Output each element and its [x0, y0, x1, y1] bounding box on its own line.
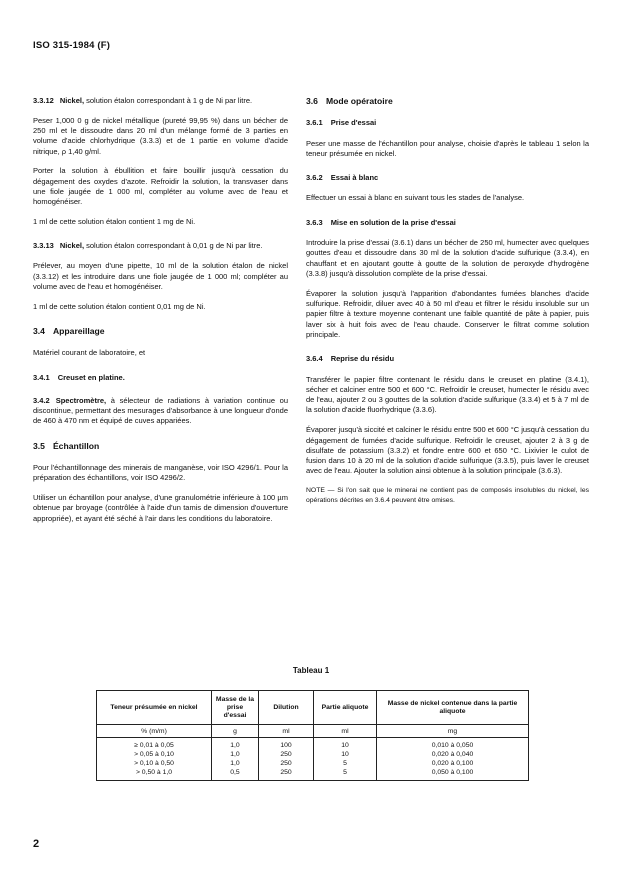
section-3-4-1 — [33, 373, 288, 383]
table-cell: 0,5 — [212, 768, 259, 781]
section-number: 3.6.1 — [306, 118, 323, 128]
section-text: à sélecteur de radiations à variation continue ou discontinue, permettant des mesurages d'absorbance à une longueur d'onde de 460 à 470 nm et équipé de cuves appariées. — [33, 395, 288, 426]
section-title: Échantillon — [52, 440, 100, 451]
section-3-3-13 — [33, 241, 288, 251]
data-table — [96, 690, 529, 781]
section-3-3-12 — [33, 96, 288, 106]
table-cell: 250 — [259, 759, 314, 768]
paragraph: Peser une masse de l'échantillon pour analyse, choisie d'après le tableau 1 selon la teneur présumée en nickel. — [306, 138, 589, 158]
table-cell: 100 — [259, 738, 314, 751]
paragraph: Prélever, au moyen d'une pipette, 10 ml de la solution étalon de nickel (3.3.12) et les introduire dans une fiole jaugée de 1 000 ml; compléter au volume avec de l'eau et homogénéiser. — [33, 261, 288, 291]
table-cell: 1,0 — [212, 750, 259, 759]
section-3-5-heading — [33, 441, 288, 451]
section-number: 3.4 — [33, 325, 45, 336]
section-3-4-2 — [33, 396, 288, 427]
section-number: 3.4.1 — [33, 372, 50, 382]
paragraph: Évaporer la solution jusqu'à l'apparition d'abondantes fumées blanches d'acide sulfurique. Refroidir, diluer avec 40 à 50 ml d'eau et filtrer le résidu insoluble sur un papier filtre à texture moyenne contenant une faible quantité de pâte à papier, puis laver six à huit fois avec de l'eau chaude. Conserver le filtrat comme solution principale. — [306, 288, 589, 339]
table-row — [97, 750, 529, 759]
section-title: Mode opératoire — [325, 96, 393, 106]
table-cell: 250 — [259, 750, 314, 759]
section-title: Nickel, — [59, 96, 85, 105]
unit-cell: % (m/m) — [97, 725, 212, 738]
paragraph: Pour l'échantillonnage des minerais de manganèse, voir ISO 4296/1. Pour la préparation des échantillons, voir ISO 4296/2. — [33, 463, 288, 483]
paragraph: 1 ml de cette solution étalon contient 0,01 mg de Ni. — [33, 301, 206, 311]
table-cell: 0,010 à 0,050 — [377, 738, 529, 751]
table-units-row — [97, 725, 529, 738]
table-cell: 250 — [259, 768, 314, 781]
page-number: 2 — [33, 838, 40, 850]
section-title: Appareillage — [52, 325, 105, 336]
section-number: 3.3.13 — [33, 241, 54, 251]
table-cell: 0,020 à 0,100 — [377, 759, 529, 768]
section-title: Reprise du résidu — [330, 354, 395, 364]
column-header: Dilution — [259, 691, 314, 725]
section-text: solution étalon correspondant à 1 g de Ni par litre. — [86, 96, 253, 105]
section-title: Mise en solution de la prise d'essai — [330, 217, 456, 227]
paragraph: Utiliser un échantillon pour analyse, d'une granulométrie inférieure à 100 µm obtenue par broyage (contrôlée à l'aide d'un tamis de dimension d'ouverture appropriée), et ayant été séché à l'air dans les conditions du laboratoire. — [33, 493, 288, 523]
unit-cell: ml — [314, 725, 377, 738]
table-row — [97, 738, 529, 751]
table-title: Tableau 1 — [292, 666, 330, 675]
table-cell: > 0,50 à 1,0 — [97, 768, 212, 781]
table-cell: ≥ 0,01 à 0,05 — [97, 738, 212, 751]
section-3-6-4-heading — [306, 354, 589, 364]
paragraph: Effectuer un essai à blanc en suivant tous les stades de l'analyse. — [306, 193, 525, 203]
section-title: Spectromètre, — [55, 395, 107, 405]
column-header: Partie aliquote — [314, 691, 377, 725]
right-column — [306, 96, 589, 515]
section-number: 3.6.4 — [306, 354, 323, 364]
paragraph: Matériel courant de laboratoire, et — [33, 348, 146, 358]
section-title: Nickel, — [59, 241, 85, 251]
table-cell: 10 — [314, 750, 377, 759]
left-column — [33, 96, 288, 534]
section-3-6-heading — [306, 96, 589, 106]
unit-cell: ml — [259, 725, 314, 738]
section-number: 3.6.3 — [306, 217, 323, 227]
section-number: 3.4.2 — [33, 395, 50, 405]
document-header: ISO 315-1984 (F) — [33, 40, 111, 51]
table-cell: 1,0 — [212, 759, 259, 768]
section-number: 3.6.2 — [306, 173, 323, 183]
section-3-4-heading — [33, 326, 288, 336]
table-row — [97, 768, 529, 781]
table-cell: 5 — [314, 768, 377, 781]
column-header: Masse de nickel contenue dans la partie aliquote — [377, 691, 529, 725]
paragraph: 1 ml de cette solution étalon contient 1 mg de Ni. — [33, 217, 196, 227]
section-number: 3.3.12 — [33, 96, 54, 105]
table-cell: 0,050 à 0,100 — [377, 768, 529, 781]
table-cell: > 0,05 à 0,10 — [97, 750, 212, 759]
table-header-row — [97, 691, 529, 725]
table-cell: > 0,10 à 0,50 — [97, 759, 212, 768]
section-title: Essai à blanc — [330, 173, 379, 183]
table-cell: 0,020 à 0,040 — [377, 750, 529, 759]
section-number: 3.6 — [306, 96, 318, 106]
column-header: Masse de la prise d'essai — [212, 691, 259, 725]
paragraph: Transférer le papier filtre contenant le résidu dans le creuset en platine (3.4.1), sécher et calciner entre 500 et 600 °C. Refroidir le creuset, humecter le résidu avec de l'eau, ajouter 2 ou 3 gouttes de la solution d'acide sulfurique (3.3.4) et 5 à 7 ml de la solution d'acide fluorhydrique (3.3.6). — [306, 374, 589, 415]
table-cell: 1,0 — [212, 738, 259, 751]
section-number: 3.5 — [33, 440, 45, 451]
paragraph: Introduire la prise d'essai (3.6.1) dans un bécher de 250 ml, humecter avec quelques gouttes d'eau et dissoudre dans 30 ml de la solution d'acide sulfurique (3.3.4), en chauffant et en ajoutant goutte à goutte de la solution de peroxyde d'hydrogène (3.3.8) jusqu'à dissolution complète de la prise d'essai. — [306, 238, 589, 278]
section-text: solution étalon correspondant à 0,01 g de Ni par litre. — [86, 241, 263, 251]
section-title: Prise d'essai — [330, 118, 377, 128]
paragraph: Peser 1,000 0 g de nickel métallique (pureté 99,95 %) dans un bécher de 250 ml et le dissoudre dans 20 ml d'un mélange formé de 3 parties en volume d'acide chlorhydrique (3.3.3) et de 1 partie en volume d'acide nitrique, ρ 1,40 g/ml. — [33, 115, 288, 156]
table-row — [97, 759, 529, 768]
unit-cell: mg — [377, 725, 529, 738]
table-cell: 10 — [314, 738, 377, 751]
section-3-6-3-heading — [306, 218, 589, 228]
paragraph: Évaporer jusqu'à siccité et calciner le résidu entre 500 et 600 °C jusqu'à cessation du dégagement de fumées d'acide sulfurique. Refroidir le creuset, ajouter 2 à 3 g de disulfate de potassium (3.3.2) et fondre entre 600 et 650 °C. Lixivier le culot de fusion dans 10 à 20 ml de la solution d'acide sulfurique (3.3.5), puis laver le creuset avec de l'eau. Ajouter la solution ainsi obtenue à la solution principale (3.6.3). — [306, 425, 589, 476]
column-header: Teneur présumée en nickel — [97, 691, 212, 725]
section-3-6-1-heading — [306, 118, 589, 128]
section-title: Creuset en platine. — [57, 372, 125, 382]
note: NOTE — Si l'on sait que le minerai ne contient pas de composés insolubles du nickel, les opérations décrites en 3.6.4 peuvent être omises. — [306, 487, 589, 504]
table-cell: 5 — [314, 759, 377, 768]
paragraph: Porter la solution à ébullition et faire bouillir jusqu'à cessation du dégagement des oxydes d'azote. Refroidir la solution, la transvaser dans une fiole jaugée de 1 000 ml, compléter au volume avec de l'eau et homogénéiser. — [33, 166, 288, 207]
unit-cell: g — [212, 725, 259, 738]
section-3-6-2-heading — [306, 173, 589, 183]
